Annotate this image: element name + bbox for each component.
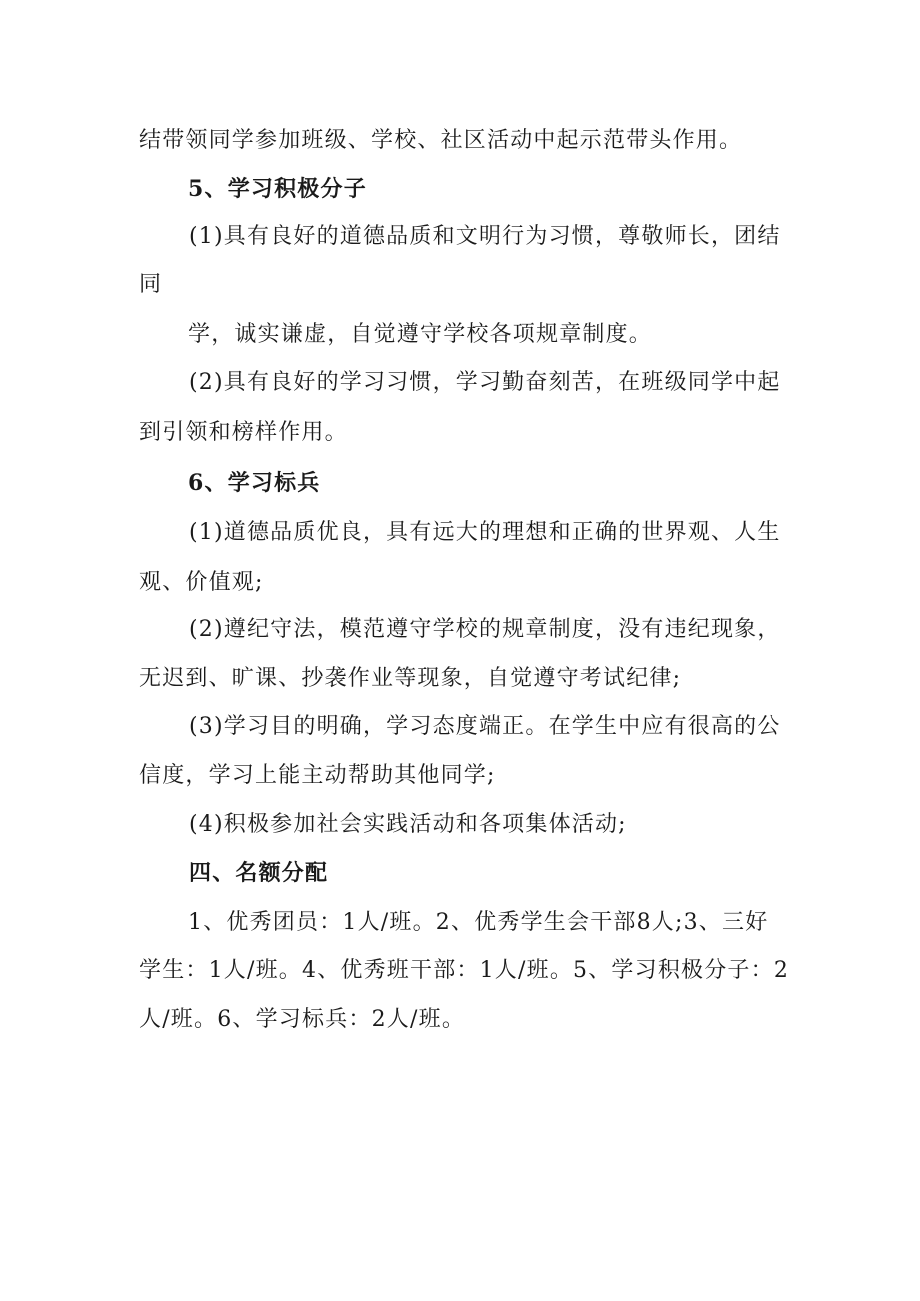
item-line: (1)道德品质优良，具有远大的理想和正确的世界观、人生 (189, 520, 781, 545)
item-line: (2)遵纪守法，模范遵守学校的规章制度，没有违纪现象， (189, 617, 781, 642)
item-line: 信度，学习上能主动帮助其他同学; (139, 763, 496, 788)
section-heading-6: 6、学习标兵 (188, 470, 321, 496)
item-line: 无迟到、旷课、抄袭作业等现象，自觉遵守考试纪律; (139, 666, 682, 691)
quota-line: 人/班。6、学习标兵：2人/班。 (139, 1007, 466, 1032)
item-line: (1)具有良好的道德品质和文明行为习惯，尊敬师长，团结 (189, 224, 781, 249)
quota-line: 1、优秀团员：1人/班。2、优秀学生会干部8人;3、三好 (188, 910, 769, 935)
item-line: 同 (139, 272, 163, 297)
paragraph-line: 结带领同学参加班级、学校、社区活动中起示范带头作用。 (139, 128, 743, 153)
section-heading-4: 四、名额分配 (189, 860, 329, 886)
section-heading-5: 5、学习积极分子 (188, 176, 367, 202)
item-line: 观、价值观; (139, 570, 264, 595)
item-line: (4)积极参加社会实践活动和各项集体活动; (189, 812, 627, 837)
quota-line: 学生：1人/班。4、优秀班干部：1人/班。5、学习积极分子：2 (139, 958, 790, 983)
item-line: 到引领和榜样作用。 (139, 420, 348, 445)
item-line: (2)具有良好的学习习惯，学习勤奋刻苦，在班级同学中起 (189, 370, 781, 395)
item-line: (3)学习目的明确，学习态度端正。在学生中应有很高的公 (189, 714, 781, 739)
item-line: 学，诚实谦虚，自觉遵守学校各项规章制度。 (188, 322, 653, 347)
